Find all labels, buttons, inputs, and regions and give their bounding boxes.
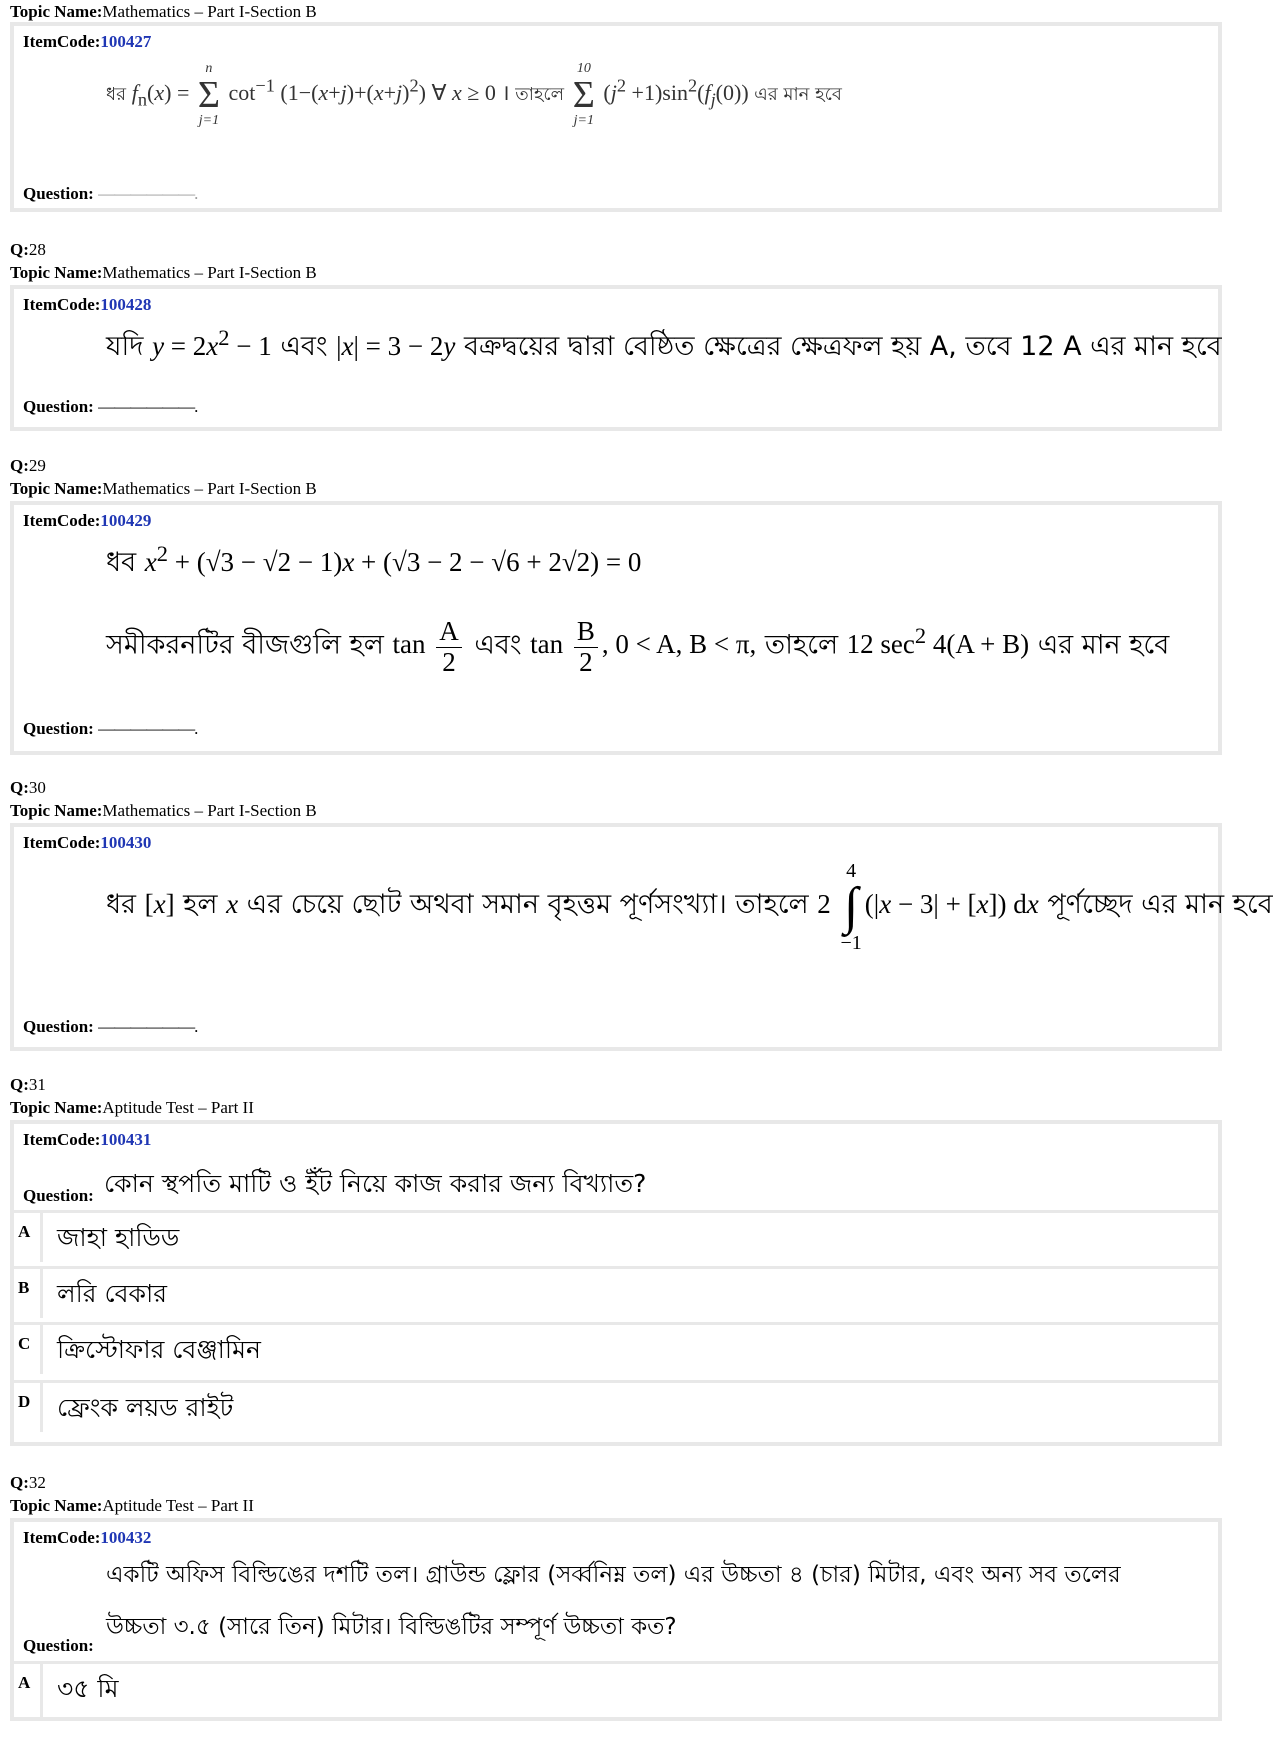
topic-line: Topic Name:Mathematics – Part I-Section B (10, 801, 317, 820)
question-stem-line2: উচ্চতা ৩.৫ (সারে তিন) মিটার। বিল্ডিঙটির সম্পূর্ণ উচ্চতা কত? (106, 1614, 677, 1640)
option-letter: B (18, 1278, 30, 1297)
item-code: ItemCode:100427 (23, 32, 152, 51)
question-label: Question: ——————. (23, 397, 198, 416)
option-text: ক্রিস্টোফার বেঞ্জামিন (40, 1325, 1222, 1374)
topic-line: Topic Name:Mathematics – Part I-Section B (10, 2, 317, 21)
question-stem: যদি $y = 2x^2 - 1$ এবং |x| = 3 − 2y বক্রদ্বয়ের দ্বারা বেষ্ঠিত ক্ষেত্রের ক্ষেত্রফল হয় A, তবে 12 A এর মান হবে (106, 325, 1222, 362)
question-number: Q:31 (10, 1075, 46, 1094)
question-box (10, 501, 1222, 755)
option-a[interactable] (10, 1661, 1222, 1717)
option-c[interactable] (10, 1322, 1222, 1374)
question-box (10, 285, 1222, 431)
question-stem-line1: একটি অফিস বিল্ডিঙের দশটি তল। গ্রাউন্ড ফ্লোর (সর্ব্বনিম্ন তল) এর উচ্চতা ৪ (চার) মিটার, এবং অন্য সব তলের (106, 1562, 1121, 1588)
option-b[interactable] (10, 1266, 1222, 1318)
option-text: লরি বেকার (40, 1269, 1222, 1318)
option-a[interactable] (10, 1210, 1222, 1262)
item-code: ItemCode:100432 (23, 1528, 152, 1547)
option-text: জাহা হাডিড (40, 1213, 1222, 1262)
option-letter: D (18, 1392, 31, 1411)
topic-line: Topic Name:Mathematics – Part I-Section B (10, 263, 317, 282)
item-code: ItemCode:100428 (23, 295, 152, 314)
topic-line: Topic Name:Aptitude Test – Part II (10, 1496, 254, 1515)
question-stem-line1: ধব $x^2 + (√3 - √2 - 1)x + (√3 - 2 - √6 + 2√2) = 0$ (106, 541, 642, 578)
question-box (10, 22, 1222, 212)
topic-line: Topic Name:Aptitude Test – Part II (10, 1098, 254, 1117)
item-code: ItemCode:100430 (23, 833, 152, 852)
question-number: Q:32 (10, 1473, 46, 1492)
question-stem: ধর $f_n(x)$ = n Σ j=1 $\cot^{-1} (1-(x+j)+(x+j)^2)$ ∀ x ≥ 0 । তাহলে 10 Σ j=1 $(j^2 +1)\sin^2(f_j(0))$ এর মান হবে (106, 61, 842, 128)
option-text: ৩৫ মি (40, 1664, 1222, 1717)
option-letter: A (18, 1222, 31, 1241)
question-stem: ধর [x] হল x এর চেয়ে ছোট অথবা সমান বৃহত্তম পূর্ণসংখ্যা। তাহলে 2 4 ∫ −1 (|x − 3| + [x]) dx পূর্ণচ্ছেদ এর মান হবে (106, 860, 1273, 954)
question-box (10, 1120, 1222, 1210)
option-letter: A (18, 1673, 31, 1692)
question-stem: কোন স্থপতি মাটি ও ইঁট নিয়ে কাজ করার জন্য বিখ্যাত? (104, 1169, 647, 1198)
question-label: Question: (23, 1186, 94, 1205)
question-number: Q:28 (10, 240, 46, 259)
question-number: Q:30 (10, 778, 46, 797)
question-number: Q:29 (10, 456, 46, 475)
topic-line: Topic Name:Mathematics – Part I-Section B (10, 479, 317, 498)
question-box (10, 823, 1273, 1051)
item-code: ItemCode:100431 (23, 1130, 152, 1149)
question-box (10, 1518, 1222, 1661)
option-d[interactable] (10, 1380, 1222, 1432)
question-label: Question: ——————. (23, 1017, 198, 1036)
option-letter: C (18, 1334, 31, 1353)
option-text: ফ্রেংক লয়ড রাইট (40, 1383, 1222, 1432)
question-label: Question: (23, 1636, 94, 1655)
question-label: Question: ——————. (23, 184, 198, 203)
question-label: Question: ——————. (23, 719, 198, 738)
question-stem-line2: সমীকরনটির বীজগুলি হল tan $\frac{A}{2}$ এবং tan $\frac{B}{2}$ , 0 < A, B < π, তাহলে 12 $\sec^2 4(A + B)$ এর মান হবে (106, 616, 1170, 677)
item-code: ItemCode:100429 (23, 511, 152, 530)
